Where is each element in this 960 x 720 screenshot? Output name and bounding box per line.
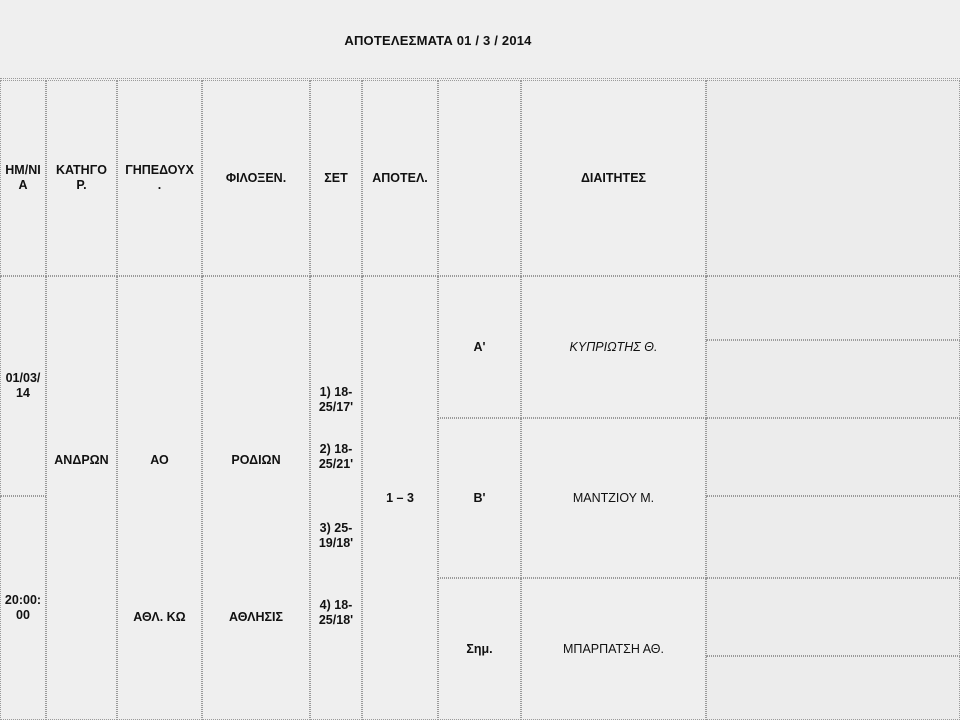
empty-cell (706, 496, 960, 578)
set-score-1: 1) 18- 25/17' (318, 385, 354, 414)
match-category: ΑΝΔΡΩΝ (54, 453, 109, 467)
page-title: ΑΠΟΤΕΛΕΣΜΑΤΑ 01 / 3 / 2014 (344, 33, 532, 48)
referee-role-2: Β' (438, 418, 521, 578)
header-referees: ΔΙΑΙΤΗΤΕΣ (521, 80, 706, 276)
set-score-2: 2) 18- 25/21' (318, 442, 354, 471)
header-away: ΦΙΛΟΞΕΝ. (202, 80, 310, 276)
match-time: 20:00: 00 (0, 496, 46, 720)
match-result: 1 – 3 (362, 276, 438, 720)
referee-role-1: Α' (438, 276, 521, 418)
empty-cell (706, 340, 960, 418)
away-team-line-2: ΑΘΛΗΣΙΣ (229, 610, 283, 624)
empty-cell (706, 578, 960, 656)
home-team-line-2: ΑΘΛ. ΚΩ (133, 610, 186, 624)
empty-cell (706, 656, 960, 720)
set-score-3: 3) 25- 19/18' (318, 521, 354, 550)
home-cell (117, 276, 202, 720)
referee-role-3: Σημ. (438, 578, 521, 720)
referee-name-1: ΚΥΠΡΙΩΤΗΣ Θ. (521, 276, 706, 418)
referee-name-2: ΜΑΝΤΖΙΟΥ Μ. (521, 418, 706, 578)
away-cell (202, 276, 310, 720)
away-team-line-1: ΡΟΔΙΩΝ (231, 453, 281, 467)
empty-cell (706, 418, 960, 496)
set-score-4: 4) 18- 25/18' (318, 598, 354, 627)
empty-cell (706, 276, 960, 340)
header-category: ΚΑΤΗΓΟ Ρ. (46, 80, 117, 276)
match-date: 01/03/ 14 (0, 276, 46, 496)
header-date: ΗΜ/ΝΙ Α (0, 80, 46, 276)
header-home: ΓΗΠΕΔΟΥΧ . (117, 80, 202, 276)
header-sets: ΣΕΤ (310, 80, 362, 276)
referee-name-3: ΜΠΑΡΠΑΤΣΗ ΑΘ. (521, 578, 706, 720)
sets-cell (310, 276, 362, 720)
category-cell (46, 276, 117, 720)
header-extra (706, 80, 960, 276)
home-team-line-1: ΑΟ (150, 453, 169, 467)
header-blank (438, 80, 521, 276)
table-top-rule (0, 78, 960, 79)
header-result: ΑΠΟΤΕΛ. (362, 80, 438, 276)
